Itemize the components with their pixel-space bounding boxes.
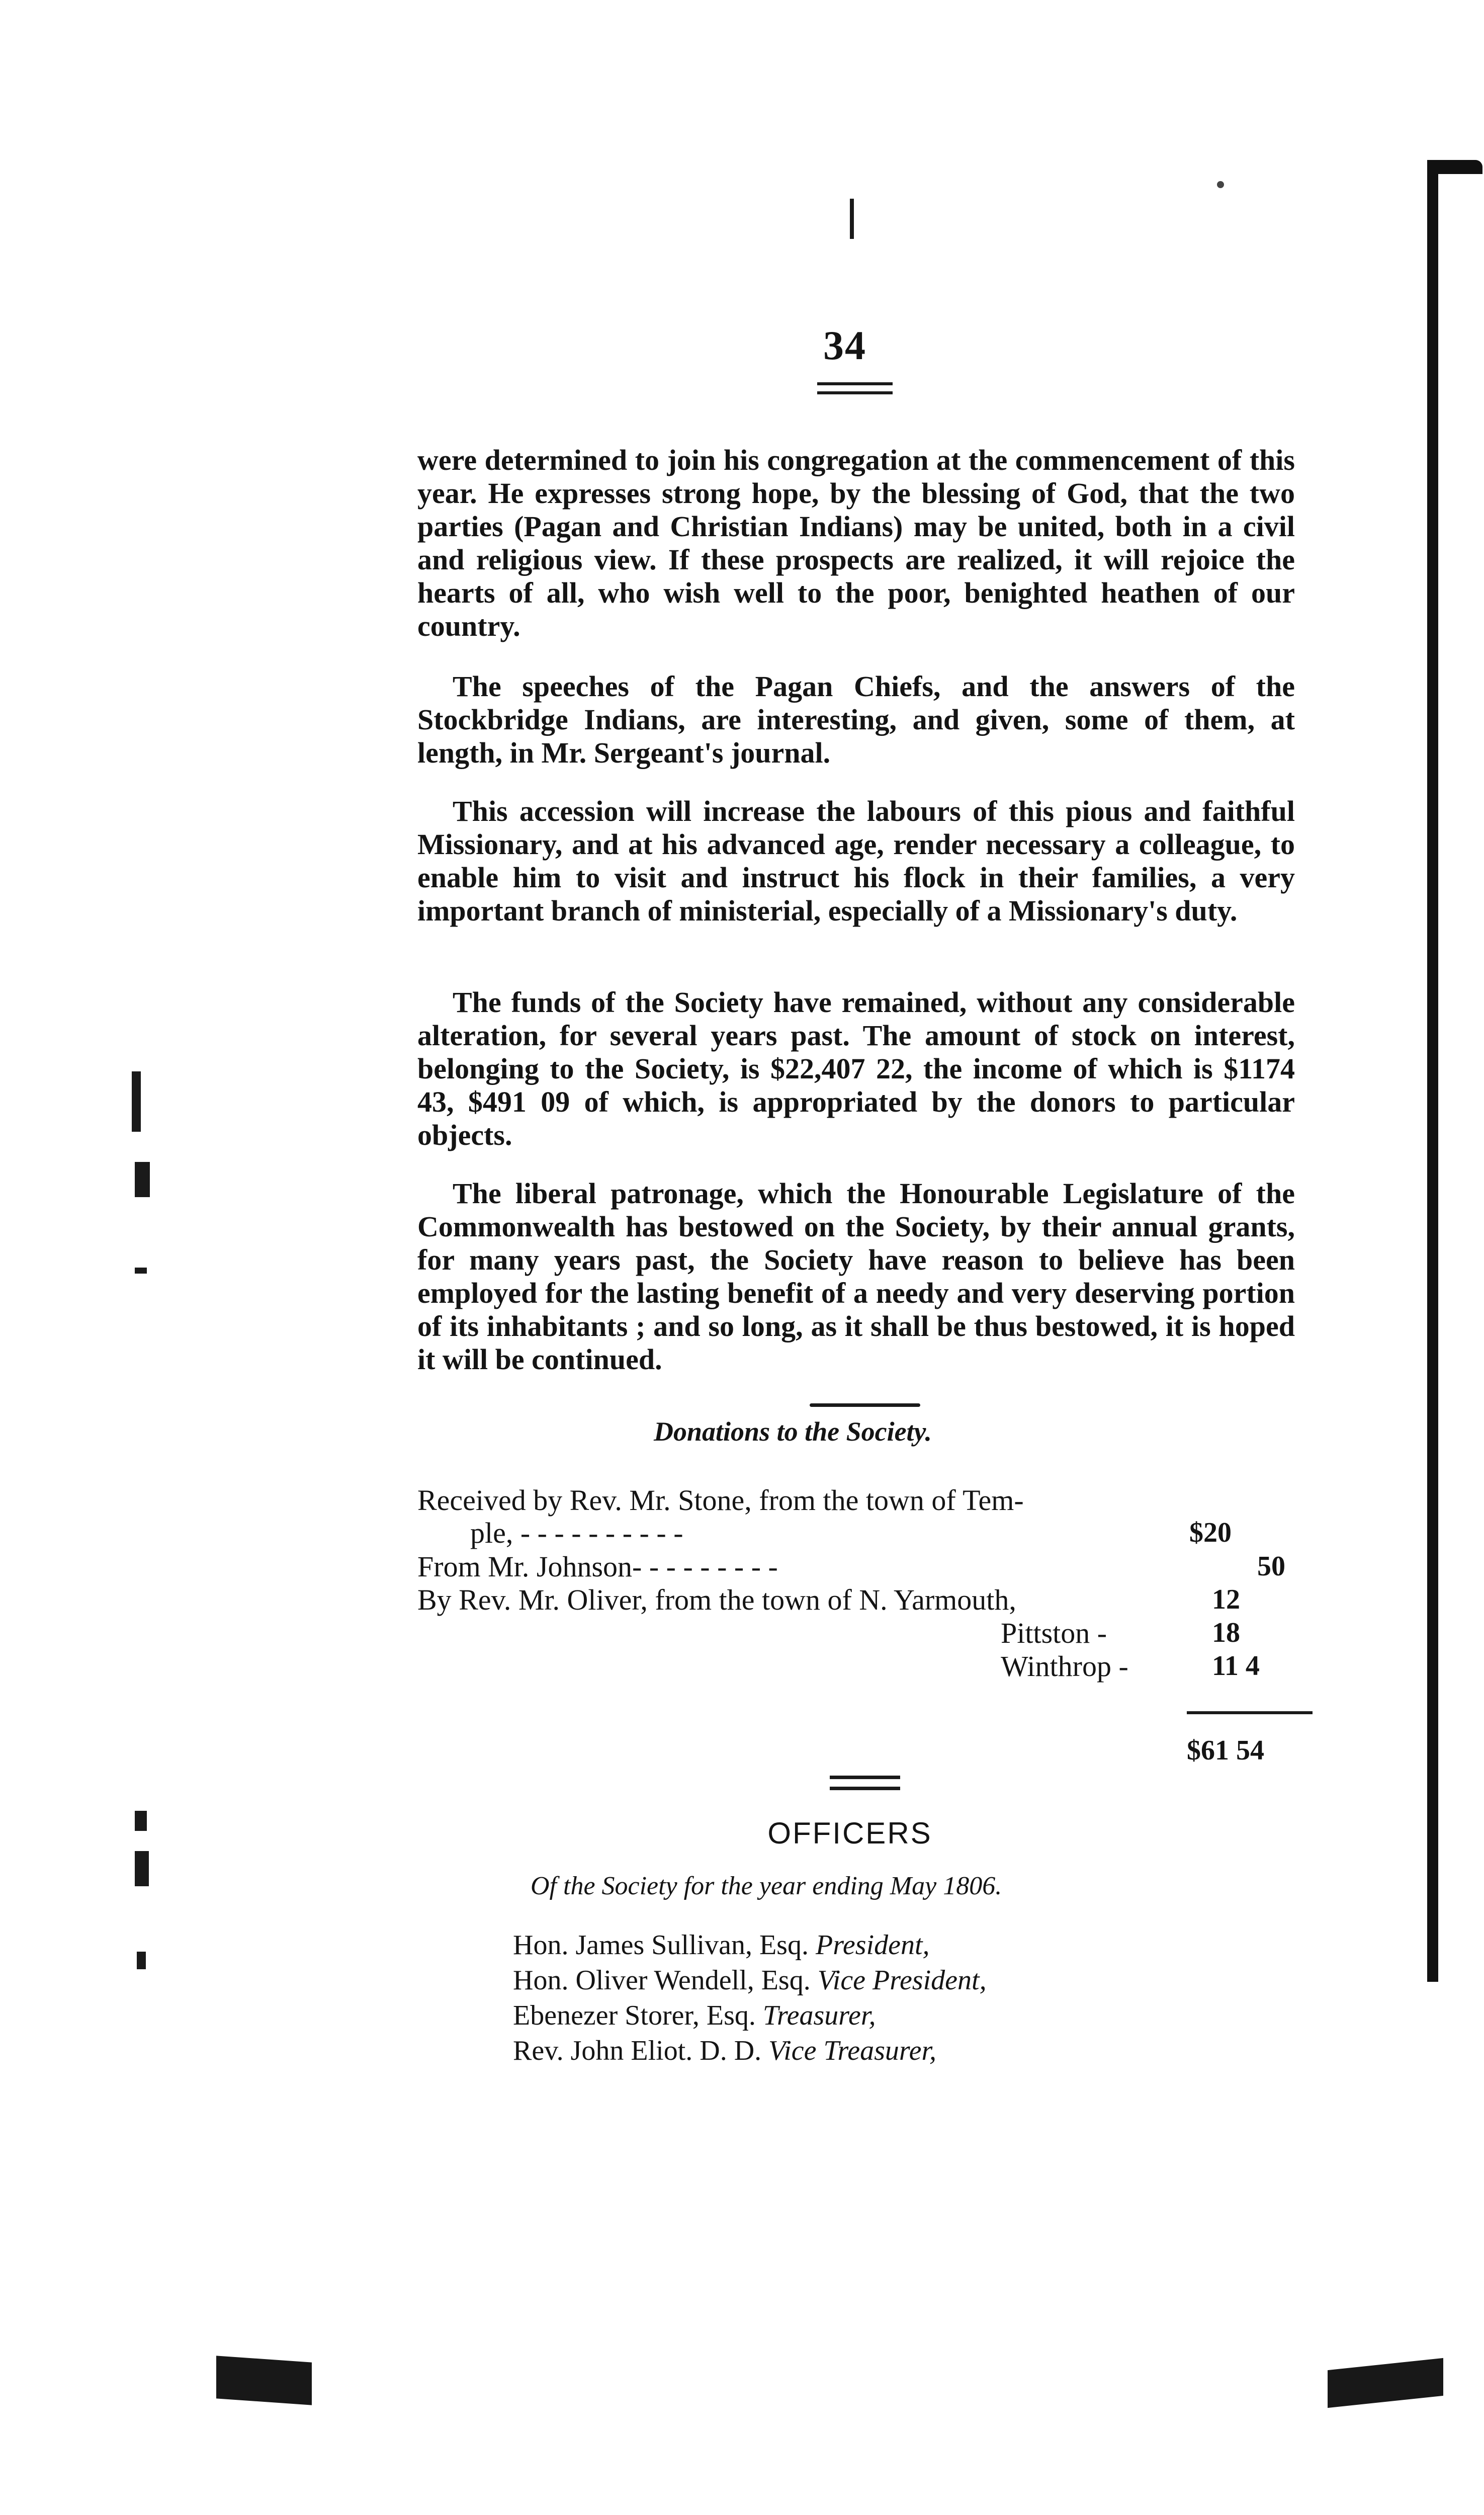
donation-amount: 18 (1212, 1617, 1240, 1648)
margin-mark (135, 1811, 147, 1831)
officer-entry (513, 1964, 987, 1996)
donation-line: Pittston - (1001, 1617, 1107, 1649)
scan-smudge-left (216, 2356, 312, 2405)
page-number-rule (817, 391, 893, 394)
officer-name: Hon. Oliver Wendell, Esq. (513, 1965, 811, 1996)
officer-role: Vice President, (817, 1965, 987, 1996)
donation-line: From Mr. Johnson- - - - - - - - - (417, 1550, 778, 1583)
officer-entry (513, 1929, 930, 1961)
body-paragraph: were determined to join his congregation at the commencement of this year. He expresses strong hope, by the blessing of God, that the two parties (Pagan and Christian Indians) may be united, both in a civil and religious view. If these prospects are realized, it will rejoice the hearts of all, who wish well to the poor, benighted heathen of our country. (417, 444, 1295, 642)
officers-title: OFFICERS (767, 1816, 932, 1850)
margin-mark (135, 1162, 150, 1197)
officer-role: Vice Treasurer, (768, 2035, 937, 2066)
margin-mark (137, 1952, 146, 1969)
donations-title: Donations to the Society. (654, 1416, 932, 1447)
officer-name: Hon. James Sullivan, Esq. (513, 1930, 809, 1961)
section-divider (810, 1403, 920, 1407)
donation-line: Winthrop - (1001, 1650, 1128, 1683)
officers-rule (830, 1787, 900, 1790)
body-paragraph: The funds of the Society have remained, without any considerable alteration, for several years past. The amount of stock on interest, belonging to the Society, is $22,407 22, the income of which is $1174 43, $491 09 of which, is appropriated by the donors to particular objects. (417, 986, 1295, 1151)
scan-speck (1217, 181, 1224, 188)
page-number-rule (817, 382, 893, 385)
donation-amount: 12 (1212, 1584, 1240, 1615)
binding-edge-bar (1427, 166, 1438, 1982)
officer-name: Rev. John Eliot. D. D. (513, 2035, 762, 2066)
donation-total: $61 54 (1187, 1735, 1264, 1766)
donation-line: By Rev. Mr. Oliver, from the town of N. Yarmouth, (417, 1583, 1016, 1616)
officer-entry (513, 1999, 876, 2032)
scan-smudge-right (1328, 2358, 1443, 2408)
donation-amount: 50 (1257, 1551, 1285, 1582)
donation-line: ple, - - - - - - - - - - (470, 1517, 683, 1549)
body-paragraph: The speeches of the Pagan Chiefs, and the answers of the Stockbridge Indians, are interesting, and given, some of them, at length, in Mr. Sergeant's journal. (417, 670, 1295, 769)
margin-mark (135, 1268, 147, 1274)
officer-entry (513, 2035, 936, 2067)
page-number: 34 (823, 322, 866, 368)
officers-subtitle: Of the Society for the year ending May 1806. (531, 1872, 1002, 1900)
margin-mark (850, 199, 854, 239)
total-rule (1187, 1711, 1313, 1714)
margin-mark (135, 1851, 149, 1886)
officer-name: Ebenezer Storer, Esq. (513, 2000, 756, 2031)
donation-amount: $20 (1189, 1517, 1232, 1548)
donation-amount: 11 4 (1212, 1650, 1260, 1682)
body-paragraph: The liberal patronage, which the Honourable Legislature of the Commonwealth has bestowed on the Society, by their annual grants, for many years past, the Society have reason to believe has been employed for the lasting benefit of a needy and very deserving portion of its inhabitants ; and so long, as it shall be thus bestowed, it is hoped it will be continued. (417, 1177, 1295, 1376)
officer-role: President, (815, 1930, 930, 1961)
officers-rule (830, 1776, 900, 1779)
donation-line: Received by Rev. Mr. Stone, from the town of Tem- (417, 1484, 1024, 1517)
margin-mark (132, 1071, 141, 1132)
body-paragraph: This accession will increase the labours of this pious and faithful Missionary, and at his advanced age, render necessary a colleague, to enable him to visit and instruct his flock in their families, a very important branch of ministerial, especially of a Missionary's duty. (417, 795, 1295, 927)
officer-role: Treasurer, (762, 2000, 876, 2031)
